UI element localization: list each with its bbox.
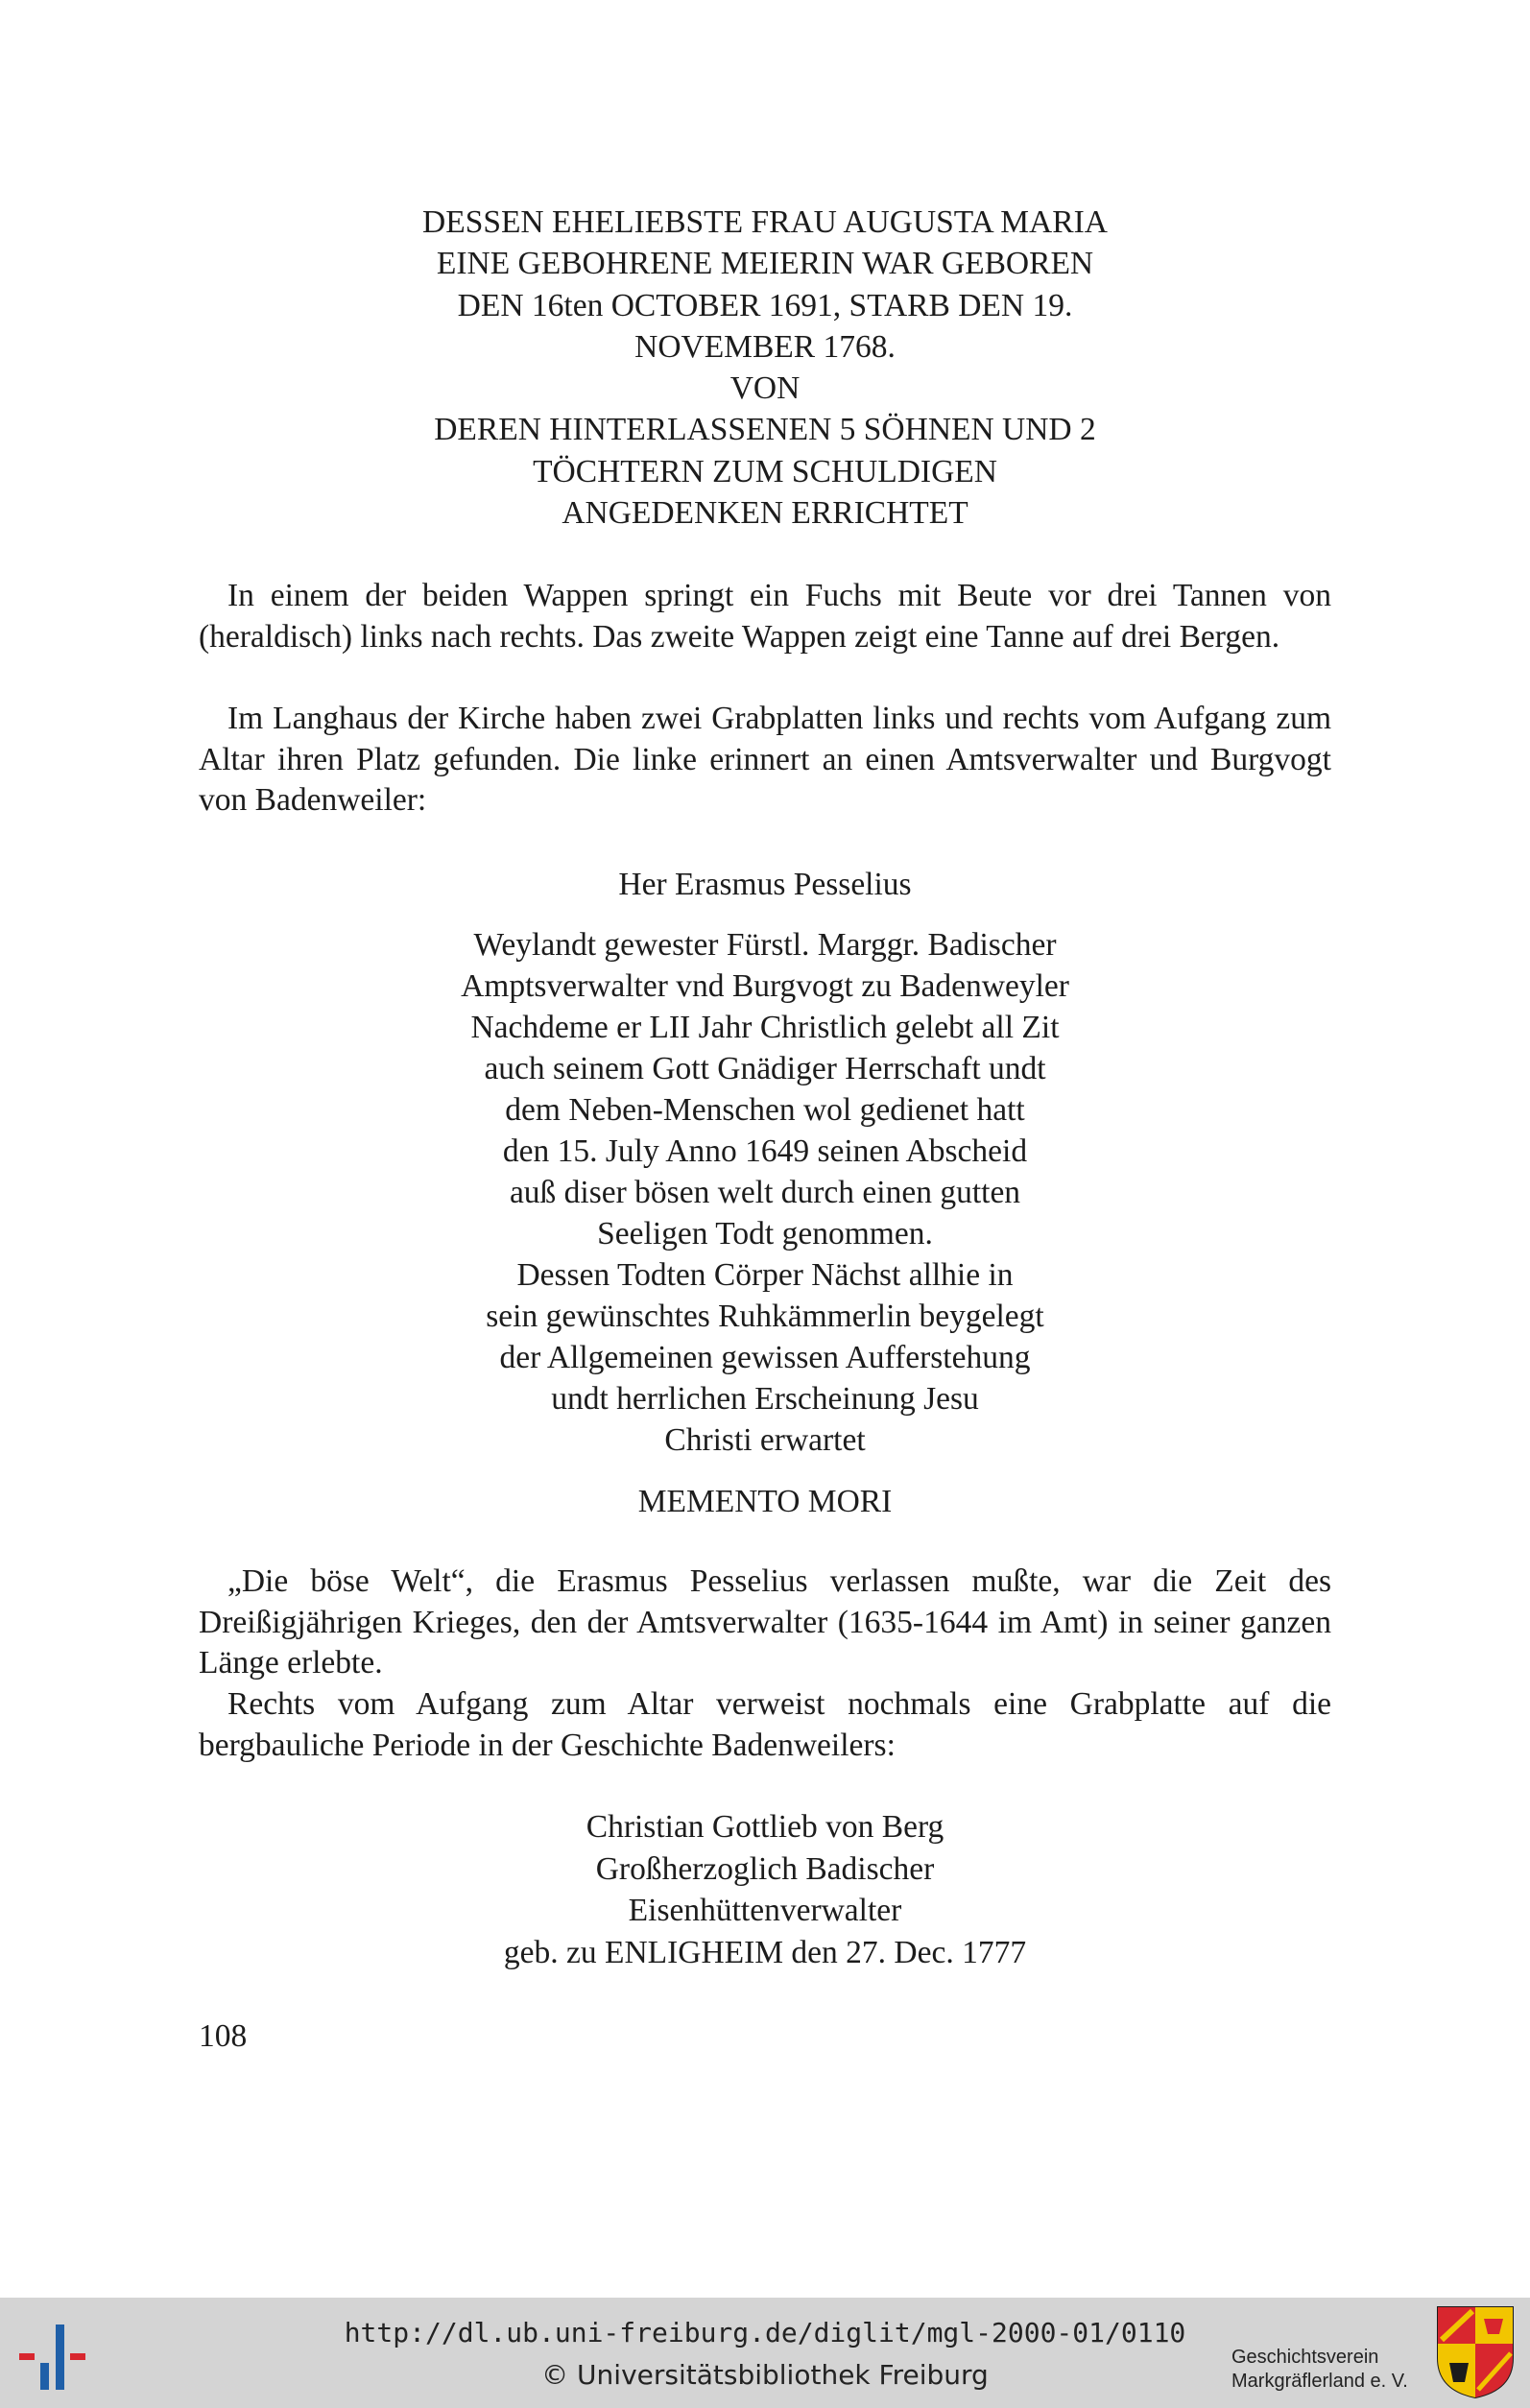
inscription-line: Seeligen Todt genommen. [597, 1216, 933, 1252]
memento-mori-heading: MEMENTO MORI [637, 1484, 893, 1519]
paragraph-wappen: In einem der beiden Wappen springt ein Fuchs mit Beute vor drei Tannen von (heraldisch) links nach rechts. Das zweite Wappen zeigt eine Tanne auf drei Bergen. [199, 578, 1331, 655]
society-name [1231, 2346, 1408, 2394]
inscription-line: VON [729, 370, 801, 407]
paragraph-boese-welt: „Die böse Welt“, die Erasmus Pesselius verlassen mußte, war die Zeit des Dreißigjährigen Krieges, den der Amtsverwalter (1635-1644 im Amt) in seiner ganzen Länge erlebte. [199, 1563, 1331, 1681]
inscription-line: Weylandt gewester Fürstl. Marggr. Badischer [473, 927, 1057, 963]
inscription-block-2 [199, 924, 1331, 1461]
inscription-line: ANGEDENKEN ERRICHTET [562, 495, 968, 532]
inscription-line: Christi erwartet [664, 1422, 866, 1458]
society-crest-icon [1436, 2305, 1515, 2399]
page-number: 108 [199, 2018, 248, 2054]
inscription-name-pesselius: Her Erasmus Pesselius [618, 867, 912, 902]
inscription-line: NOVEMBER 1768. [634, 328, 896, 365]
inscription-line: sein gewünschtes Ruhkämmerlin beygelegt [486, 1299, 1044, 1334]
inscription-line: der Allgemeinen gewissen Aufferstehung [499, 1340, 1031, 1375]
inscription-line: den 15. July Anno 1649 seinen Abscheid [502, 1133, 1028, 1169]
paragraph-grabplatte: Rechts vom Aufgang zum Altar verweist nochmals eine Grabplatte auf die bergbauliche Periode in der Geschichte Badenweilers: [199, 1686, 1331, 1763]
inscription-line: undt herrlichen Erscheinung Jesu [551, 1381, 979, 1417]
society-name-line1: Geschichtsverein [1231, 2347, 1379, 2368]
inscription-line: Dessen Todten Cörper Nächst allhie in [516, 1257, 1014, 1293]
inscription-line: auch seinem Gott Gnädiger Herrschaft undt [484, 1051, 1046, 1086]
society-name-line2: Markgräflerland e. V. [1231, 2371, 1408, 2392]
inscription-block-3 [199, 1806, 1331, 1973]
inscription-line: geb. zu ENLIGHEIM den 27. Dec. 1777 [503, 1934, 1027, 1970]
inscription-line: Eisenhüttenverwalter [628, 1893, 902, 1928]
inscription-line: DESSEN EHELIEBSTE FRAU AUGUSTA MARIA [422, 204, 1108, 240]
inscription-block-1 [199, 202, 1331, 534]
inscription-line: EINE GEBOHRENE MEIERIN WAR GEBOREN [436, 246, 1094, 282]
inscription-line: TÖCHTERN ZUM SCHULDIGEN [533, 453, 997, 489]
inscription-line: Großherzoglich Badischer [595, 1850, 935, 1887]
inscription-line: Nachdeme er LII Jahr Christlich gelebt all Zit [470, 1010, 1060, 1045]
inscription-line: DEN 16ten OCTOBER 1691, STARB DEN 19. [457, 287, 1073, 323]
inscription-line: dem Neben-Menschen wol gedienet hatt [505, 1092, 1025, 1128]
copyright-text: © Universitätsbibliothek Freiburg [541, 2359, 989, 2391]
inscription-line: Amptsverwalter vnd Burgvogt zu Badenweyler [461, 968, 1069, 1004]
inscription-line: DEREN HINTERLASSENEN 5 SÖHNEN UND 2 [434, 412, 1096, 448]
inscription-line: auß diser bösen welt durch einen gutten [509, 1175, 1021, 1210]
footer-bar [0, 2298, 1530, 2408]
inscription-line: Christian Gottlieb von Berg [586, 1809, 944, 1845]
source-url-link[interactable]: http://dl.ub.uni-freiburg.de/diglit/mgl-2000-01/0110 [344, 2317, 1186, 2348]
paragraph-langhaus: Im Langhaus der Kirche haben zwei Grabplatten links und rechts vom Aufgang zum Altar ihren Platz gefunden. Die linke erinnert an einen Amtsverwalter und Burgvogt von Badenweiler: [199, 701, 1331, 818]
